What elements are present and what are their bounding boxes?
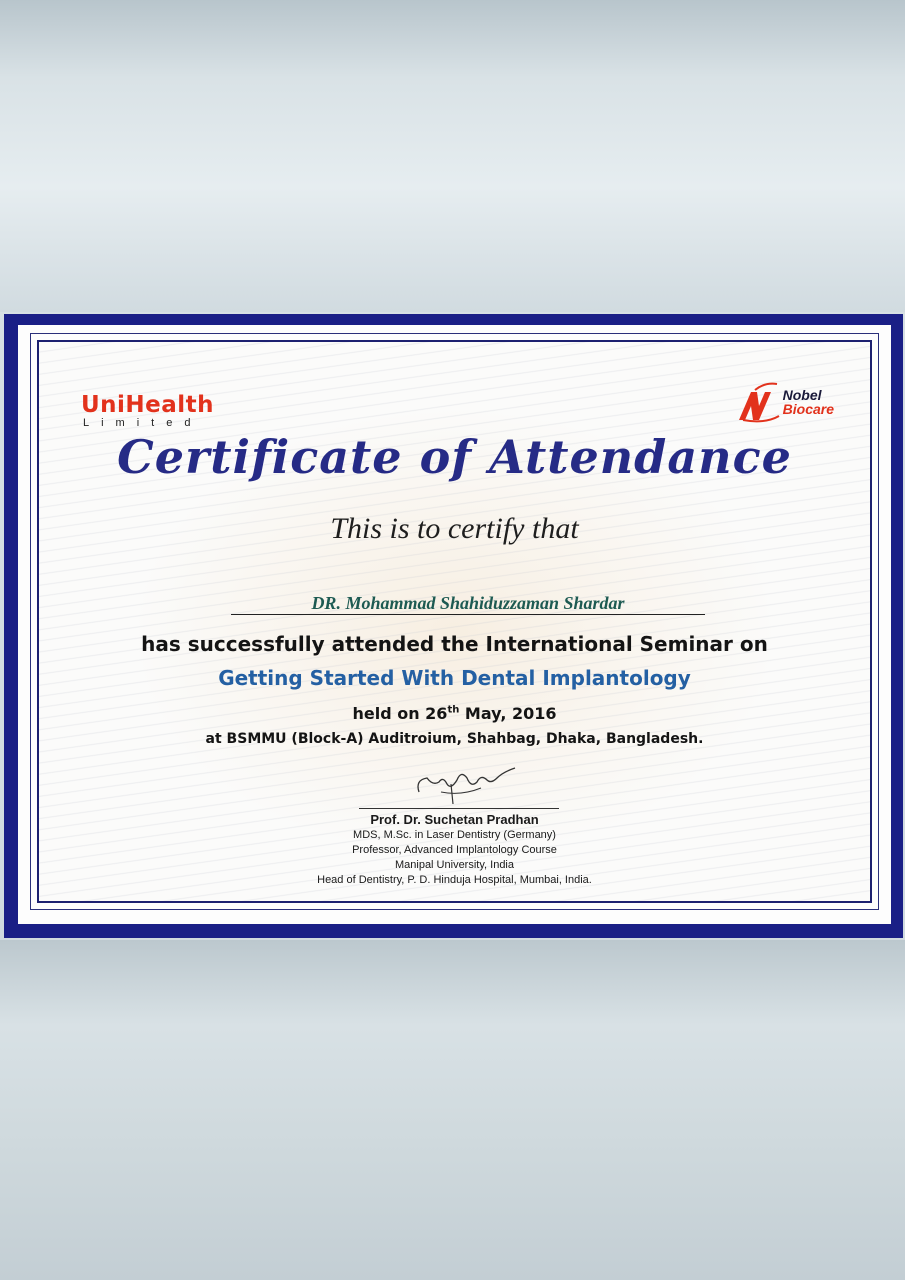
event-date-ordinal: th — [447, 704, 460, 716]
unihealth-logo-subtitle: Limited — [83, 417, 203, 429]
signatory-block — [39, 812, 870, 888]
signatory-credential: Manipal University, India — [394, 859, 514, 871]
event-date — [39, 704, 870, 723]
unihealth-logo — [81, 394, 214, 429]
signature-icon — [411, 762, 521, 806]
certificate-title: Certificate of Attendance — [117, 430, 792, 484]
nobel-biocare-mark-icon — [735, 380, 787, 424]
signatory-name: Prof. Dr. Suchetan Pradhan — [370, 812, 539, 827]
event-date-prefix: held on 26 — [352, 704, 448, 723]
event-date-rest: May, 2016 — [459, 704, 557, 723]
nobel-biocare-logo — [735, 380, 834, 424]
nobel-logo-line1: Nobel — [782, 387, 822, 403]
event-venue: at BSMMU (Block-A) Auditroium, Shahbag, Dhaka, Bangladesh. — [205, 731, 704, 747]
signatory-credential: MDS, M.Sc. in Laser Dentistry (Germany) — [353, 829, 556, 841]
nobel-logo-line2: Biocare — [782, 401, 834, 417]
certificate-intro: This is to certify that — [330, 512, 579, 545]
certificate-frame-inner — [37, 340, 872, 903]
signature-line — [359, 808, 559, 809]
attendance-statement: has successfully attended the International Seminar on — [141, 632, 768, 656]
signatory-credential: Professor, Advanced Implantology Course — [352, 844, 557, 856]
recipient-name: DR. Mohammad Shahiduzzaman Shardar — [231, 592, 705, 615]
certificate-paper — [18, 325, 891, 924]
unihealth-logo-name: UniHealth — [81, 392, 215, 418]
certificate — [4, 314, 903, 938]
seminar-title: Getting Started With Dental Implantology — [218, 666, 691, 690]
background-top — [0, 0, 905, 312]
background-bottom — [0, 940, 905, 1280]
certificate-frame-outer — [30, 333, 879, 910]
signatory-credential: Head of Dentistry, P. D. Hinduja Hospital, Mumbai, India. — [317, 874, 592, 886]
